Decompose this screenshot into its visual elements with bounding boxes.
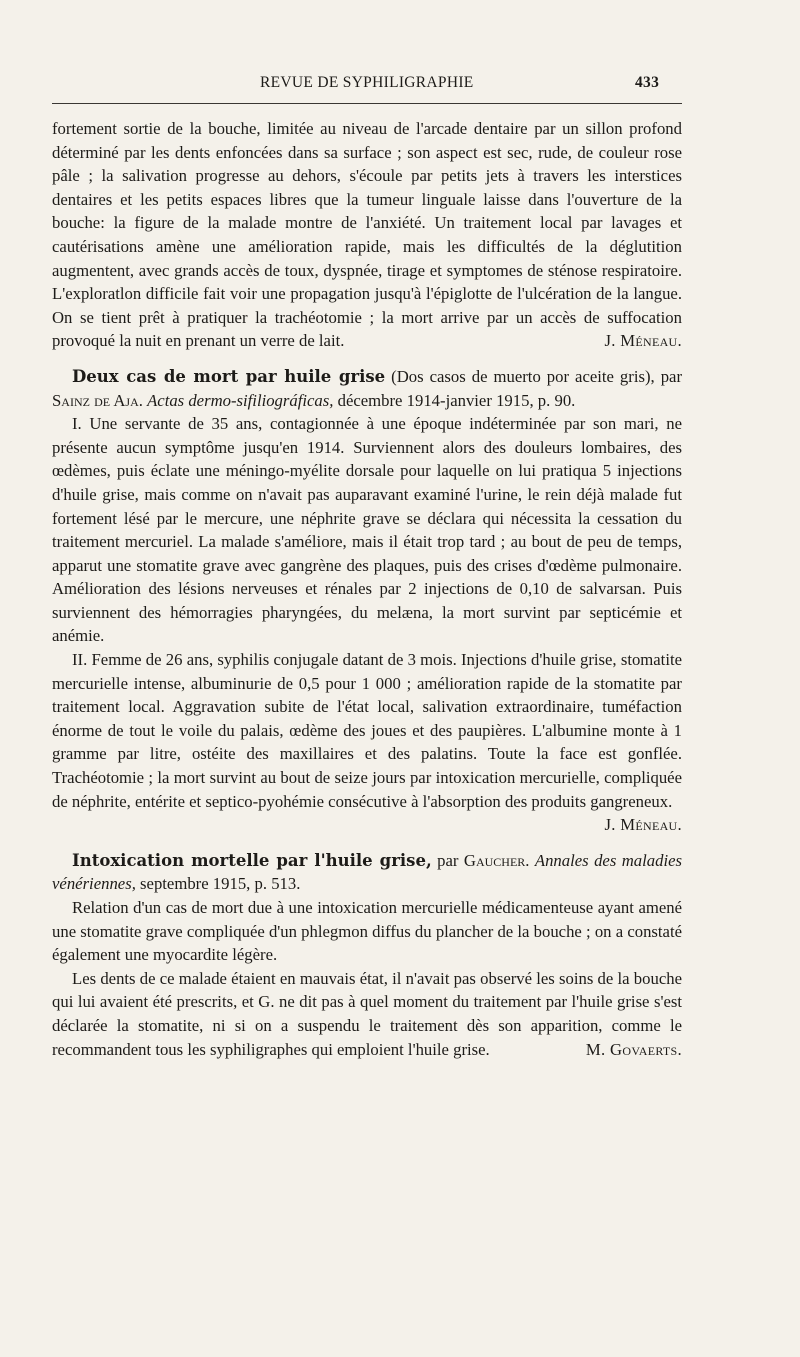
article3-paragraph2: Les dents de ce malade étaient en mauvais état, il n'avait pas observé les soins de la bouche qui lui avaient été prescrits, et G. ne dit pas à quel moment du traitement par l'huile grise s'est déclarée la stomatite, ni si on a suspendu le traitement dès son apparition, comme le recommandent tous les syphiligraphes qui emploient l'huile grise. <box>52 968 682 1059</box>
article2-citation: décembre 1914-janvier 1915, p. 90. <box>337 390 576 410</box>
article3-citation: septembre 1915, p. 513. <box>140 874 301 894</box>
article3-journal: Annales des maladies vénériennes, <box>52 850 683 894</box>
article2-case1: I. Une servante de 35 ans, contagionnée à une époque indéterminée par son mari, ne présente aucun symptôme jusqu'en 1914. Surviennent alors des douleurs lombaires, des œdèmes, puis éclate une méningo-myélite dorsale pour laquelle on lui pratiqua 5 injections d'huile grise, mais comme on n'avait pas auparavant examiné l'urine, le rein déjà malade fut fortement lésé par le mercure, une néphrite grave se déclara qui nécessita la cessation du traitement mercuriel. La malade s'améliore, mais il était trop tard ; au bout de peu de temps, apparut une stomatite grave avec gangrène des plaques, puis des crises d'œdème pulmonaire. Amélioration des lésions nerveuses et rénales par 2 injections de 0,10 de salvarsan. Puis surviennent des hémorragies pharyngées, du melæna, la mort survint par septicémie et anémie. <box>52 414 682 646</box>
article3-title: Intoxication mortelle par l'huile grise, <box>72 850 432 870</box>
article3-par: par <box>437 850 459 870</box>
article3-heading <box>52 849 682 896</box>
running-title: REVUE DE SYPHILIGRAPHIE <box>260 74 474 91</box>
page-body <box>52 117 682 1061</box>
article2-heading <box>52 365 682 412</box>
article2-title-tail: (Dos casos de muerto por aceite gris), par <box>391 366 683 386</box>
page-number: 433 <box>635 74 660 91</box>
article2-journal: Actas dermo-sifiliográficas, <box>147 390 334 410</box>
article2-author: Sainz de Aja. <box>52 390 143 410</box>
article3-paragraph2-block <box>52 967 682 1061</box>
header-rule <box>52 103 682 104</box>
article2-title: Deux cas de mort par huile grise <box>72 366 386 386</box>
article3-paragraph1: Relation d'un cas de mort due à une intoxication mercurielle médicamenteuse ayant amené une stomatite grave compliquée d'un phlegmon diffus du plancher de la bouche ; on a constaté également une myocardite légère. <box>52 898 682 965</box>
article1-text: fortement sortie de la bouche, limitée au niveau de l'arcade dentaire par un sillon profond déterminé par les dents enfoncées dans sa surface ; son aspect est sec, rude, de couleur rose pâle ; la salivation progresse au dehors, s'écoule par petits jets à travers les interstices dentaires et les petits espaces libres que la tumeur linguale laisse dans l'ouverture de la bouche: la figure de la malade montre de l'anxiété. Un traitement local par lavages et cautérisations amène une amélioration rapide, mais les difficultés de la déglutition augmentent, avec grands accès de toux, dyspnée, tirage et symptomes de sténose respiratoire. L'exploratlon difficile fait voir une propagation jusqu'à l'épiglotte de l'ulcération de la langue. On se tient prêt à pratiquer la trachéotomie ; la mort arrive par un accès de suffocation provoqué la nuit en prenant un verre de lait. <box>52 119 682 351</box>
article2-signature: J. Méneau. <box>604 815 682 835</box>
article3-signature: M. Govaerts. <box>585 1039 682 1059</box>
article1-signature: J. Méneau. <box>604 331 682 351</box>
article1-paragraph <box>52 117 682 353</box>
page-header <box>0 74 800 100</box>
article3-author: Gaucher. <box>463 850 530 870</box>
article2-case2-paragraph <box>52 648 682 835</box>
article2-case2: II. Femme de 26 ans, syphilis conjugale datant de 3 mois. Injections d'huile grise, stomatite mercurielle intense, albuminurie de 0,5 pour 1 000 ; amélioration rapide de la stomatite par traitement local. Aggravation subite de l'état local, salivation extraordinaire, tuméfaction énorme de tout le voile du palais, œdème des joues et des paupières. L'albumine monte à 1 gramme par litre, ostéite des maxillaires et des palatins. Toute la face est gonflée. Trachéotomie ; la mort survint au bout de seize jours par intoxication mercurielle, compliquée de néphrite, entérite et septico-pyohémie consécutive à l'absorption des produits gangreneux. <box>52 650 682 811</box>
